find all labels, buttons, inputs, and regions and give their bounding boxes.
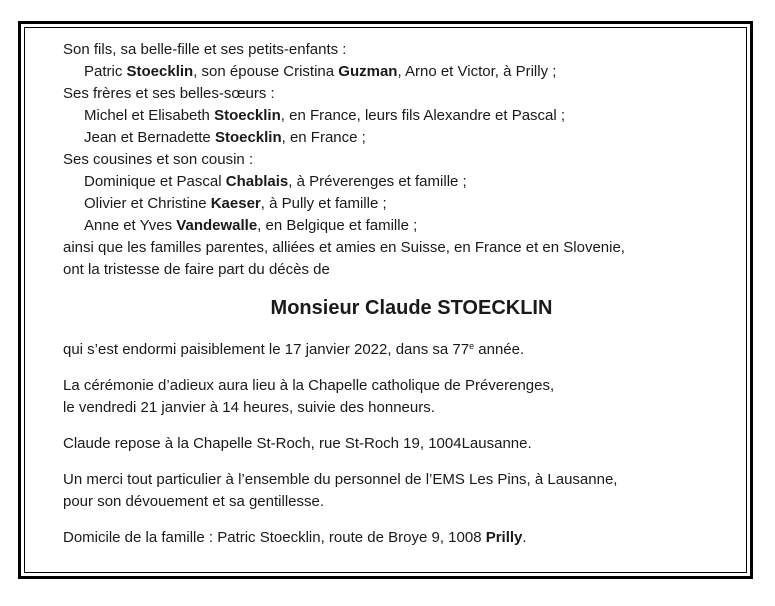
text-segment: e xyxy=(469,341,475,351)
text-segment: Stoecklin xyxy=(126,63,194,80)
text-line xyxy=(63,469,740,491)
text-line xyxy=(63,375,740,397)
text-segment: Chablais xyxy=(225,173,289,190)
text-segment: qui s’est endormi paisiblement le 17 janvier 2022, dans sa 77 xyxy=(63,341,470,358)
paragraph xyxy=(63,433,740,455)
text-segment: ont la tristesse de faire part du décès de xyxy=(63,261,330,278)
text-segment: , à Pully et famille ; xyxy=(260,195,387,212)
text-segment: Olivier et Christine xyxy=(84,195,211,212)
text-line xyxy=(63,527,740,549)
text-line xyxy=(63,433,740,455)
text-segment: le vendredi 21 janvier à 14 heures, suivie des honneurs. xyxy=(63,399,435,416)
text-segment: , Arno et Victor, à Prilly ; xyxy=(397,63,557,80)
text-segment: Vandewalle xyxy=(176,217,258,234)
text-line xyxy=(63,83,740,105)
text-line xyxy=(63,491,740,513)
text-segment: Ses frères et ses belles-sœurs : xyxy=(63,85,275,102)
intro-lines xyxy=(63,39,740,281)
text-segment: ainsi que les familles parentes, alliées et amies en Suisse, en France et en Slovenie, xyxy=(63,239,625,256)
text-line xyxy=(63,39,740,61)
text-segment: , en France, leurs fils Alexandre et Pascal ; xyxy=(280,107,566,124)
text-segment: Son fils, sa belle-fille et ses petits-enfants : xyxy=(63,41,347,58)
text-segment: pour son dévouement et sa gentillesse. xyxy=(63,493,324,510)
text-segment: Domicile de la famille : Patric Stoecklin, route de Broye 9, 1008 xyxy=(63,529,486,546)
text-line xyxy=(63,149,740,171)
text-segment: Prilly xyxy=(485,529,523,546)
text-segment: Stoecklin xyxy=(214,129,282,146)
text-segment: , à Préverenges et famille ; xyxy=(288,173,467,190)
text-segment: , en Belgique et famille ; xyxy=(257,217,418,234)
text-line xyxy=(63,237,740,259)
text-segment: Guzman xyxy=(338,63,398,80)
text-line xyxy=(63,105,740,127)
text-segment: Ses cousines et son cousin : xyxy=(63,151,254,168)
text-line xyxy=(63,215,740,237)
text-segment: , en France ; xyxy=(281,129,366,146)
paragraph xyxy=(63,469,740,513)
text-segment: Kaeser xyxy=(210,195,261,212)
text-segment: . xyxy=(522,529,527,546)
announcement-paragraphs xyxy=(63,335,740,549)
text-line xyxy=(63,171,740,193)
text-segment: Michel et Elisabeth xyxy=(84,107,215,124)
text-segment: , son épouse Cristina xyxy=(193,63,339,80)
text-segment: Anne et Yves xyxy=(84,217,177,234)
text-line xyxy=(63,335,740,361)
deceased-name-title: Monsieur Claude STOECKLIN xyxy=(270,297,553,319)
paragraph xyxy=(63,375,740,419)
text-segment: Un merci tout particulier à l’ensemble du personnel de l’EMS Les Pins, à Lausanne, xyxy=(63,471,618,488)
obituary-card xyxy=(24,27,747,573)
paragraph xyxy=(63,527,740,549)
text-segment: Jean et Bernadette xyxy=(84,129,215,146)
text-line xyxy=(63,193,740,215)
text-line xyxy=(63,259,740,281)
text-line xyxy=(63,61,740,83)
text-segment: Stoecklin xyxy=(214,107,281,124)
text-segment: La cérémonie d’adieux aura lieu à la Chapelle catholique de Préverenges, xyxy=(63,377,555,394)
text-line xyxy=(63,397,740,419)
text-segment: Patric xyxy=(84,63,127,80)
text-segment: Claude repose à la Chapelle St-Roch, rue St-Roch 19, 1004Lausanne. xyxy=(63,435,532,452)
text-line xyxy=(63,127,740,149)
paragraph xyxy=(63,335,740,361)
text-segment: Dominique et Pascal xyxy=(84,173,226,190)
double-border-frame xyxy=(18,21,753,579)
text-segment: année. xyxy=(474,341,525,358)
